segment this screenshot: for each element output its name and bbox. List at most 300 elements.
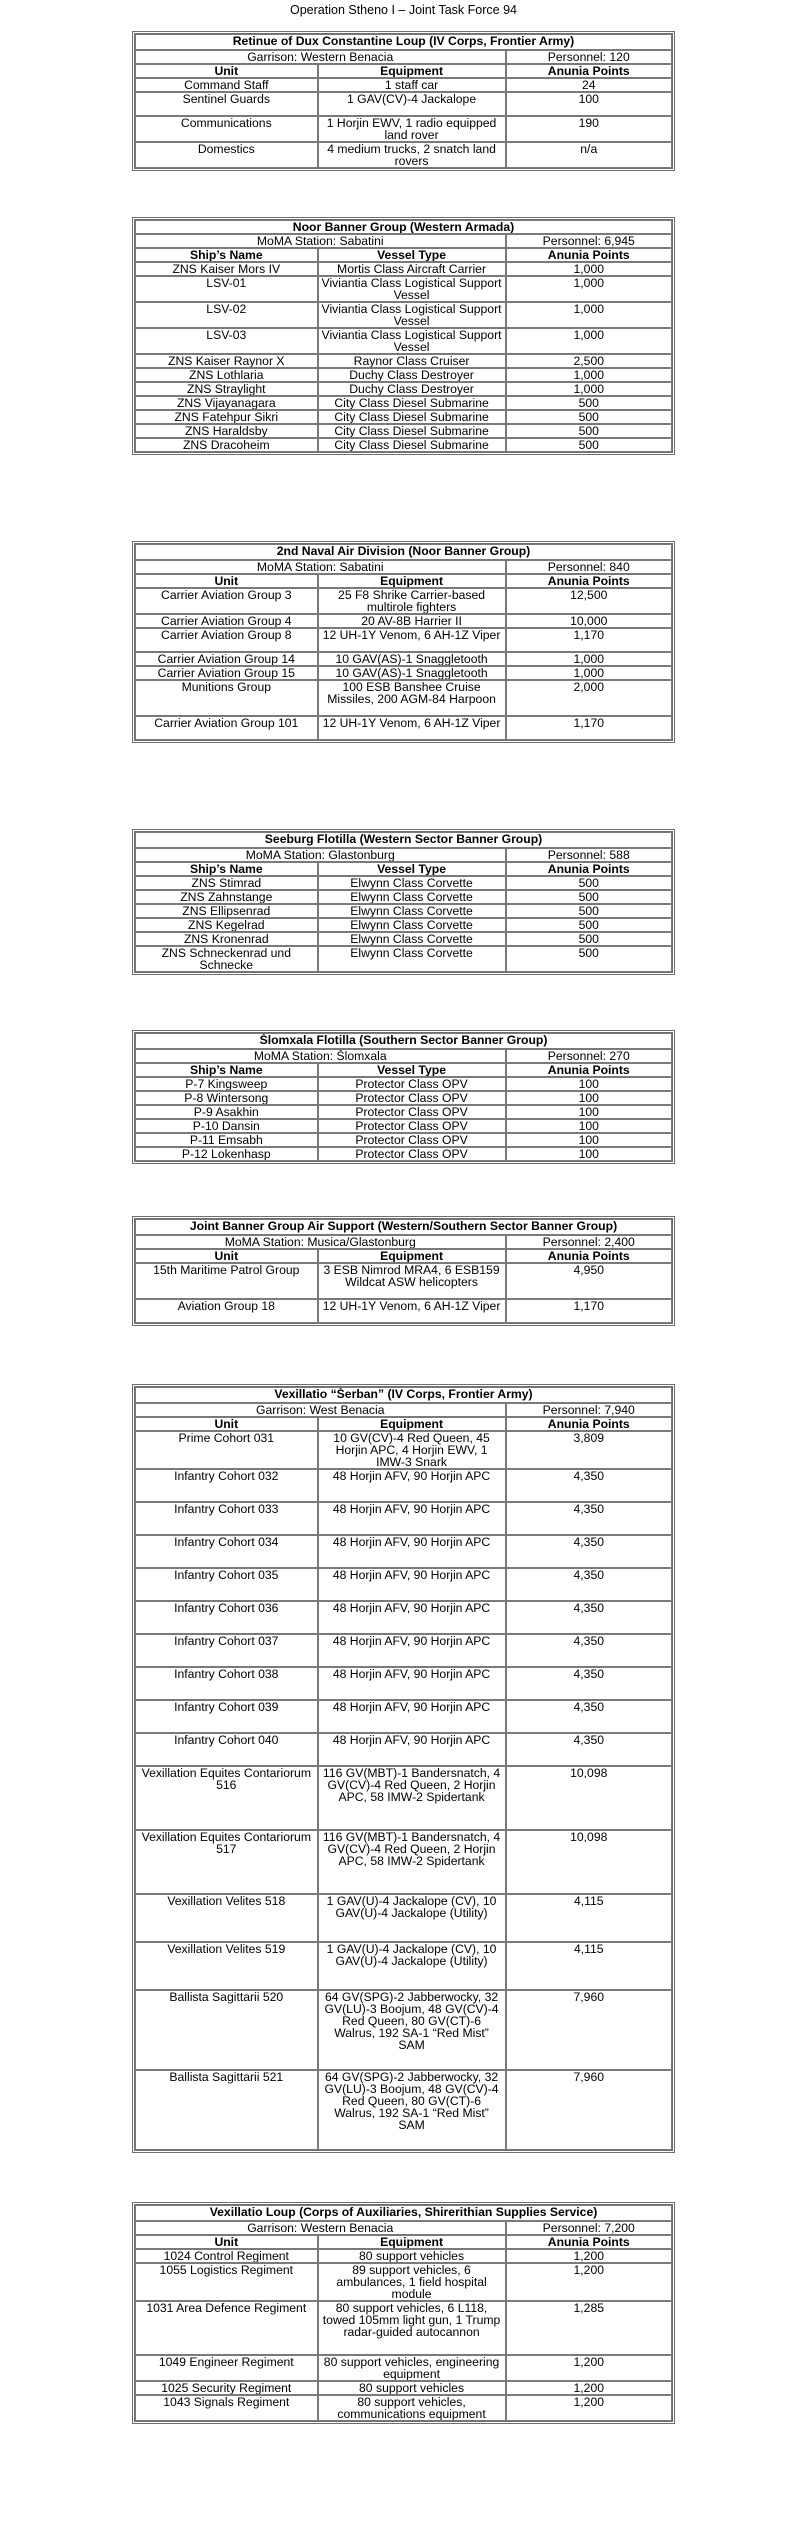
personnel-count: Personnel: 6,945 <box>506 234 672 248</box>
anunia-points-cell: 4,350 <box>506 1469 672 1502</box>
anunia-points-cell: 1,000 <box>506 652 672 666</box>
unit-name-cell: Communications <box>135 116 318 142</box>
equipment-cell: 116 GV(MBT)-1 Bandersnatch, 4 GV(CV)-4 Red Queen, 2 Horjin APC, 58 IMW-2 Spidertank <box>318 1766 506 1830</box>
unit-name-cell: Aviation Group 18 <box>135 1299 318 1323</box>
equipment-cell: 10 GAV(AS)-1 Snaggletooth <box>318 652 506 666</box>
unit-name-cell: Infantry Cohort 035 <box>135 1568 318 1601</box>
equipment-cell: Duchy Class Destroyer <box>318 382 506 396</box>
column-header: Unit <box>135 574 318 588</box>
table-row <box>135 1733 672 1766</box>
unit-name-cell: ZNS Straylight <box>135 382 318 396</box>
table-title: Seeburg Flotilla (Western Sector Banner Group) <box>135 832 672 848</box>
equipment-cell: 12 UH-1Y Venom, 6 AH-1Z Viper <box>318 716 506 740</box>
unit-name-cell: Munitions Group <box>135 680 318 716</box>
equipment-cell: Elwynn Class Corvette <box>318 876 506 890</box>
unit-name-cell: LSV-01 <box>135 276 318 302</box>
unit-name-cell: Prime Cohort 031 <box>135 1431 318 1469</box>
column-header-row <box>135 574 672 588</box>
anunia-points-cell: 4,115 <box>506 1942 672 1990</box>
table-row <box>135 276 672 302</box>
equipment-cell: 48 Horjin AFV, 90 Horjin APC <box>318 1601 506 1634</box>
unit-name-cell: Ballista Sagittarii 521 <box>135 2070 318 2150</box>
column-header: Anunia Points <box>506 1249 672 1263</box>
unit-name-cell: ZNS Fatehpur Sikri <box>135 410 318 424</box>
table-row <box>135 1942 672 1990</box>
unit-name-cell: Infantry Cohort 032 <box>135 1469 318 1502</box>
table-row <box>135 396 672 410</box>
table-row <box>135 628 672 652</box>
anunia-points-cell: 500 <box>506 932 672 946</box>
anunia-points-cell: 1,200 <box>506 2263 672 2301</box>
table-row <box>135 2355 672 2381</box>
station-label: Garrison: Western Benacia <box>135 2221 506 2235</box>
table-row <box>135 1147 672 1161</box>
station-label: Garrison: West Benacia <box>135 1403 506 1417</box>
table-title-row <box>135 1387 672 1403</box>
unit-name-cell: Carrier Aviation Group 3 <box>135 588 318 614</box>
anunia-points-cell: 1,200 <box>506 2355 672 2381</box>
unit-name-cell: Infantry Cohort 037 <box>135 1634 318 1667</box>
anunia-points-cell: 100 <box>506 92 672 116</box>
anunia-points-cell: 500 <box>506 918 672 932</box>
table-row <box>135 1469 672 1502</box>
table-row <box>135 1830 672 1894</box>
unit-name-cell: 1031 Area Defence Regiment <box>135 2301 318 2355</box>
unit-name-cell: ZNS Ellipsenrad <box>135 904 318 918</box>
column-header: Anunia Points <box>506 64 672 78</box>
column-header-row <box>135 1417 672 1431</box>
anunia-points-cell: 1,000 <box>506 302 672 328</box>
column-header: Anunia Points <box>506 862 672 876</box>
unit-name-cell: Carrier Aviation Group 101 <box>135 716 318 740</box>
anunia-points-cell: 100 <box>506 1105 672 1119</box>
unit-name-cell: 1025 Security Regiment <box>135 2381 318 2395</box>
anunia-points-cell: 24 <box>506 78 672 92</box>
column-header: Vessel Type <box>318 862 506 876</box>
station-label: MoMA Station: Glastonburg <box>135 848 506 862</box>
equipment-cell: Raynor Class Cruiser <box>318 354 506 368</box>
unit-name-cell: ZNS Schneckenrad und Schnecke <box>135 946 318 972</box>
anunia-points-cell: 1,000 <box>506 276 672 302</box>
anunia-points-cell: 1,000 <box>506 382 672 396</box>
unit-name-cell: Infantry Cohort 039 <box>135 1700 318 1733</box>
equipment-cell: Elwynn Class Corvette <box>318 918 506 932</box>
anunia-points-cell: 1,200 <box>506 2381 672 2395</box>
anunia-points-cell: 100 <box>506 1147 672 1161</box>
equipment-cell: Protector Class OPV <box>318 1133 506 1147</box>
equipment-cell: 80 support vehicles, communications equipment <box>318 2395 506 2421</box>
equipment-cell: 80 support vehicles, engineering equipment <box>318 2355 506 2381</box>
anunia-points-cell: 500 <box>506 438 672 452</box>
table-row <box>135 918 672 932</box>
table-row <box>135 716 672 740</box>
equipment-cell: 3 ESB Nimrod MRA4, 6 ESB159 Wildcat ASW helicopters <box>318 1263 506 1299</box>
station-row <box>135 1049 672 1063</box>
anunia-points-cell: 1,000 <box>506 368 672 382</box>
unit-name-cell: 1043 Signals Regiment <box>135 2395 318 2421</box>
table-row <box>135 438 672 452</box>
table-row <box>135 410 672 424</box>
column-header: Equipment <box>318 64 506 78</box>
anunia-points-cell: 1,170 <box>506 628 672 652</box>
unit-name-cell: ZNS Vijayanagara <box>135 396 318 410</box>
unit-name-cell: ZNS Haraldsby <box>135 424 318 438</box>
anunia-points-cell: 100 <box>506 1077 672 1091</box>
column-header: Vessel Type <box>318 248 506 262</box>
station-label: Garrison: Western Benacia <box>135 50 506 64</box>
unit-name-cell: Infantry Cohort 033 <box>135 1502 318 1535</box>
table-row <box>135 1894 672 1942</box>
unit-table <box>132 829 675 975</box>
anunia-points-cell: 1,000 <box>506 666 672 680</box>
anunia-points-cell: 4,115 <box>506 1894 672 1942</box>
table-row <box>135 2070 672 2150</box>
equipment-cell: Protector Class OPV <box>318 1091 506 1105</box>
equipment-cell: 1 staff car <box>318 78 506 92</box>
personnel-count: Personnel: 7,940 <box>506 1403 672 1417</box>
column-header: Ship’s Name <box>135 1063 318 1077</box>
column-header: Equipment <box>318 574 506 588</box>
table-row <box>135 1535 672 1568</box>
equipment-cell: Duchy Class Destroyer <box>318 368 506 382</box>
unit-name-cell: LSV-02 <box>135 302 318 328</box>
table-row <box>135 1077 672 1091</box>
column-header: Ship’s Name <box>135 862 318 876</box>
equipment-cell: 80 support vehicles <box>318 2249 506 2263</box>
anunia-points-cell: 12,500 <box>506 588 672 614</box>
unit-name-cell: P-12 Lokenhasp <box>135 1147 318 1161</box>
station-row <box>135 1403 672 1417</box>
equipment-cell: City Class Diesel Submarine <box>318 438 506 452</box>
column-header-row <box>135 1063 672 1077</box>
column-header: Unit <box>135 1417 318 1431</box>
station-row <box>135 50 672 64</box>
table-row <box>135 614 672 628</box>
anunia-points-cell: 10,000 <box>506 614 672 628</box>
equipment-cell: Elwynn Class Corvette <box>318 946 506 972</box>
anunia-points-cell: 7,960 <box>506 2070 672 2150</box>
table-title: Noor Banner Group (Western Armada) <box>135 220 672 234</box>
station-label: MoMA Station: Sabatini <box>135 234 506 248</box>
equipment-cell: 4 medium trucks, 2 snatch land rovers <box>318 142 506 168</box>
table-row <box>135 1263 672 1299</box>
table-row <box>135 1502 672 1535</box>
anunia-points-cell: 1,200 <box>506 2395 672 2421</box>
unit-name-cell: Vexillation Equites Contariorum 517 <box>135 1830 318 1894</box>
equipment-cell: 1 GAV(U)-4 Jackalope (CV), 10 GAV(U)-4 Jackalope (Utility) <box>318 1942 506 1990</box>
unit-name-cell: P-10 Dansin <box>135 1119 318 1133</box>
unit-name-cell: Infantry Cohort 034 <box>135 1535 318 1568</box>
anunia-points-cell: 100 <box>506 1119 672 1133</box>
unit-table <box>132 1216 675 1326</box>
column-header: Ship’s Name <box>135 248 318 262</box>
unit-name-cell: Carrier Aviation Group 15 <box>135 666 318 680</box>
anunia-points-cell: 100 <box>506 1091 672 1105</box>
anunia-points-cell: 10,098 <box>506 1766 672 1830</box>
column-header: Equipment <box>318 2235 506 2249</box>
table-row <box>135 1634 672 1667</box>
unit-table <box>132 541 675 743</box>
table-title: Vexillatio “Šerban” (IV Corps, Frontier Army) <box>135 1387 672 1403</box>
page-title: Operation Stheno I – Joint Task Force 94 <box>290 3 517 17</box>
column-header-row <box>135 862 672 876</box>
anunia-points-cell: 2,500 <box>506 354 672 368</box>
anunia-points-cell: 190 <box>506 116 672 142</box>
anunia-points-cell: 3,809 <box>506 1431 672 1469</box>
equipment-cell: Protector Class OPV <box>318 1119 506 1133</box>
unit-name-cell: P-8 Wintersong <box>135 1091 318 1105</box>
personnel-count: Personnel: 7,200 <box>506 2221 672 2235</box>
table-row <box>135 876 672 890</box>
column-header-row <box>135 2235 672 2249</box>
column-header: Anunia Points <box>506 574 672 588</box>
station-label: MoMA Station: Sabatini <box>135 560 506 574</box>
table-title-row <box>135 1219 672 1235</box>
equipment-cell: Viviantia Class Logistical Support Vessel <box>318 302 506 328</box>
table-row <box>135 424 672 438</box>
anunia-points-cell: 4,350 <box>506 1568 672 1601</box>
equipment-cell: 48 Horjin AFV, 90 Horjin APC <box>318 1667 506 1700</box>
table-title: 2nd Naval Air Division (Noor Banner Group) <box>135 544 672 560</box>
unit-name-cell: Vexillation Equites Contariorum 516 <box>135 1766 318 1830</box>
unit-table <box>132 31 675 171</box>
table-row <box>135 890 672 904</box>
table-row <box>135 1299 672 1323</box>
unit-name-cell: 1055 Logistics Regiment <box>135 2263 318 2301</box>
table-row <box>135 2395 672 2421</box>
equipment-cell: 10 GV(CV)-4 Red Queen, 45 Horjin APC, 4 Horjin EWV, 1 IMW-3 Snark <box>318 1431 506 1469</box>
equipment-cell: 48 Horjin AFV, 90 Horjin APC <box>318 1634 506 1667</box>
column-header: Equipment <box>318 1249 506 1263</box>
equipment-cell: 64 GV(SPG)-2 Jabberwocky, 32 GV(LU)-3 Boojum, 48 GV(CV)-4 Red Queen, 80 GV(CT)-6 Walrus, 192 SA-1 “Red Mist” SAM <box>318 2070 506 2150</box>
table-title: Šlomxala Flotilla (Southern Sector Banner Group) <box>135 1033 672 1049</box>
unit-name-cell: Vexillation Velites 518 <box>135 1894 318 1942</box>
table-row <box>135 652 672 666</box>
equipment-cell: 48 Horjin AFV, 90 Horjin APC <box>318 1469 506 1502</box>
table-row <box>135 932 672 946</box>
table-row <box>135 116 672 142</box>
table-row <box>135 588 672 614</box>
anunia-points-cell: 500 <box>506 410 672 424</box>
equipment-cell: City Class Diesel Submarine <box>318 410 506 424</box>
equipment-cell: Elwynn Class Corvette <box>318 890 506 904</box>
equipment-cell: 89 support vehicles, 6 ambulances, 1 field hospital module <box>318 2263 506 2301</box>
table-row <box>135 1431 672 1469</box>
column-header: Anunia Points <box>506 2235 672 2249</box>
anunia-points-cell: 500 <box>506 890 672 904</box>
station-row <box>135 560 672 574</box>
table-row <box>135 2381 672 2395</box>
anunia-points-cell: 500 <box>506 904 672 918</box>
unit-name-cell: Vexillation Velites 519 <box>135 1942 318 1990</box>
station-row <box>135 234 672 248</box>
equipment-cell: 80 support vehicles, 6 L118, towed 105mm light gun, 1 Trump radar-guided autocannon <box>318 2301 506 2355</box>
equipment-cell: 12 UH-1Y Venom, 6 AH-1Z Viper <box>318 628 506 652</box>
anunia-points-cell: 1,285 <box>506 2301 672 2355</box>
station-row <box>135 2221 672 2235</box>
equipment-cell: 116 GV(MBT)-1 Bandersnatch, 4 GV(CV)-4 Red Queen, 2 Horjin APC, 58 IMW-2 Spidertank <box>318 1830 506 1894</box>
table-title: Joint Banner Group Air Support (Western/Southern Sector Banner Group) <box>135 1219 672 1235</box>
table-row <box>135 1700 672 1733</box>
equipment-cell: 20 AV-8B Harrier II <box>318 614 506 628</box>
anunia-points-cell: 2,000 <box>506 680 672 716</box>
anunia-points-cell: 4,350 <box>506 1733 672 1766</box>
table-row <box>135 2301 672 2355</box>
equipment-cell: 12 UH-1Y Venom, 6 AH-1Z Viper <box>318 1299 506 1323</box>
unit-table <box>132 1030 675 1164</box>
equipment-cell: 1 Horjin EWV, 1 radio equipped land rover <box>318 116 506 142</box>
table-title-row <box>135 34 672 50</box>
personnel-count: Personnel: 120 <box>506 50 672 64</box>
table-row <box>135 1990 672 2070</box>
anunia-points-cell: 4,350 <box>506 1667 672 1700</box>
personnel-count: Personnel: 840 <box>506 560 672 574</box>
anunia-points-cell: 1,170 <box>506 716 672 740</box>
table-row <box>135 1601 672 1634</box>
unit-name-cell: Sentinel Guards <box>135 92 318 116</box>
column-header-row <box>135 64 672 78</box>
anunia-points-cell: 500 <box>506 876 672 890</box>
table-row <box>135 354 672 368</box>
table-row <box>135 2249 672 2263</box>
station-row <box>135 1235 672 1249</box>
column-header: Anunia Points <box>506 248 672 262</box>
personnel-count: Personnel: 588 <box>506 848 672 862</box>
anunia-points-cell: 500 <box>506 396 672 410</box>
column-header: Anunia Points <box>506 1063 672 1077</box>
anunia-points-cell: 7,960 <box>506 1990 672 2070</box>
unit-name-cell: ZNS Kegelrad <box>135 918 318 932</box>
unit-name-cell: ZNS Stimrad <box>135 876 318 890</box>
equipment-cell: 80 support vehicles <box>318 2381 506 2395</box>
personnel-count: Personnel: 270 <box>506 1049 672 1063</box>
unit-name-cell: Carrier Aviation Group 14 <box>135 652 318 666</box>
unit-table <box>132 1384 675 2153</box>
unit-name-cell: ZNS Dracoheim <box>135 438 318 452</box>
anunia-points-cell: 500 <box>506 424 672 438</box>
unit-name-cell: Carrier Aviation Group 8 <box>135 628 318 652</box>
equipment-cell: City Class Diesel Submarine <box>318 424 506 438</box>
equipment-cell: 48 Horjin AFV, 90 Horjin APC <box>318 1568 506 1601</box>
unit-name-cell: Infantry Cohort 036 <box>135 1601 318 1634</box>
unit-name-cell: P-11 Emsabh <box>135 1133 318 1147</box>
anunia-points-cell: 1,000 <box>506 328 672 354</box>
unit-name-cell: Carrier Aviation Group 4 <box>135 614 318 628</box>
equipment-cell: Viviantia Class Logistical Support Vessel <box>318 276 506 302</box>
equipment-cell: 1 GAV(CV)-4 Jackalope <box>318 92 506 116</box>
equipment-cell: 1 GAV(U)-4 Jackalope (CV), 10 GAV(U)-4 Jackalope (Utility) <box>318 1894 506 1942</box>
anunia-points-cell: 4,350 <box>506 1634 672 1667</box>
anunia-points-cell: 100 <box>506 1133 672 1147</box>
table-row <box>135 328 672 354</box>
table-title-row <box>135 544 672 560</box>
column-header-row <box>135 248 672 262</box>
anunia-points-cell: 4,350 <box>506 1700 672 1733</box>
table-row <box>135 946 672 972</box>
equipment-cell: Elwynn Class Corvette <box>318 932 506 946</box>
equipment-cell: Elwynn Class Corvette <box>318 904 506 918</box>
table-row <box>135 1105 672 1119</box>
anunia-points-cell: 4,350 <box>506 1502 672 1535</box>
unit-name-cell: 1049 Engineer Regiment <box>135 2355 318 2381</box>
unit-name-cell: Infantry Cohort 038 <box>135 1667 318 1700</box>
unit-name-cell: P-9 Asakhin <box>135 1105 318 1119</box>
table-title: Retinue of Dux Constantine Loup (IV Corps, Frontier Army) <box>135 34 672 50</box>
unit-name-cell: Domestics <box>135 142 318 168</box>
equipment-cell: Protector Class OPV <box>318 1077 506 1091</box>
table-row <box>135 1568 672 1601</box>
table-row <box>135 666 672 680</box>
equipment-cell: Viviantia Class Logistical Support Vessel <box>318 328 506 354</box>
table-row <box>135 904 672 918</box>
table-row <box>135 382 672 396</box>
column-header: Unit <box>135 1249 318 1263</box>
anunia-points-cell: 4,950 <box>506 1263 672 1299</box>
unit-table <box>132 217 675 455</box>
table-row <box>135 2263 672 2301</box>
equipment-cell: 48 Horjin AFV, 90 Horjin APC <box>318 1700 506 1733</box>
equipment-cell: City Class Diesel Submarine <box>318 396 506 410</box>
unit-name-cell: ZNS Lothlaria <box>135 368 318 382</box>
equipment-cell: 10 GAV(AS)-1 Snaggletooth <box>318 666 506 680</box>
column-header: Anunia Points <box>506 1417 672 1431</box>
equipment-cell: Protector Class OPV <box>318 1147 506 1161</box>
table-row <box>135 78 672 92</box>
table-row <box>135 368 672 382</box>
column-header: Equipment <box>318 1417 506 1431</box>
equipment-cell: 48 Horjin AFV, 90 Horjin APC <box>318 1535 506 1568</box>
unit-name-cell: ZNS Kronenrad <box>135 932 318 946</box>
unit-name-cell: Command Staff <box>135 78 318 92</box>
equipment-cell: Mortis Class Aircraft Carrier <box>318 262 506 276</box>
unit-name-cell: Infantry Cohort 040 <box>135 1733 318 1766</box>
equipment-cell: 25 F8 Shrike Carrier-based multirole fighters <box>318 588 506 614</box>
column-header-row <box>135 1249 672 1263</box>
anunia-points-cell: 1,000 <box>506 262 672 276</box>
unit-name-cell: LSV-03 <box>135 328 318 354</box>
equipment-cell: Protector Class OPV <box>318 1105 506 1119</box>
unit-name-cell: Ballista Sagittarii 520 <box>135 1990 318 2070</box>
anunia-points-cell: 1,200 <box>506 2249 672 2263</box>
unit-name-cell: ZNS Kaiser Raynor X <box>135 354 318 368</box>
table-row <box>135 302 672 328</box>
station-label: MoMA Station: Musica/Glastonburg <box>135 1235 506 1249</box>
station-label: MoMA Station: Šlomxala <box>135 1049 506 1063</box>
unit-name-cell: P-7 Kingsweep <box>135 1077 318 1091</box>
column-header: Unit <box>135 64 318 78</box>
unit-name-cell: 15th Maritime Patrol Group <box>135 1263 318 1299</box>
table-title-row <box>135 1033 672 1049</box>
table-title-row <box>135 220 672 234</box>
table-title-row <box>135 832 672 848</box>
table-row <box>135 262 672 276</box>
table-row <box>135 1766 672 1830</box>
table-row <box>135 92 672 116</box>
table-row <box>135 680 672 716</box>
equipment-cell: 48 Horjin AFV, 90 Horjin APC <box>318 1502 506 1535</box>
anunia-points-cell: 1,170 <box>506 1299 672 1323</box>
table-title-row <box>135 2205 672 2221</box>
equipment-cell: 64 GV(SPG)-2 Jabberwocky, 32 GV(LU)-3 Boojum, 48 GV(CV)-4 Red Queen, 80 GV(CT)-6 Walrus, 192 SA-1 “Red Mist” SAM <box>318 1990 506 2070</box>
unit-name-cell: ZNS Kaiser Mors IV <box>135 262 318 276</box>
personnel-count: Personnel: 2,400 <box>506 1235 672 1249</box>
station-row <box>135 848 672 862</box>
anunia-points-cell: 10,098 <box>506 1830 672 1894</box>
column-header: Vessel Type <box>318 1063 506 1077</box>
table-row <box>135 142 672 168</box>
unit-table <box>132 2202 675 2424</box>
table-row <box>135 1091 672 1105</box>
